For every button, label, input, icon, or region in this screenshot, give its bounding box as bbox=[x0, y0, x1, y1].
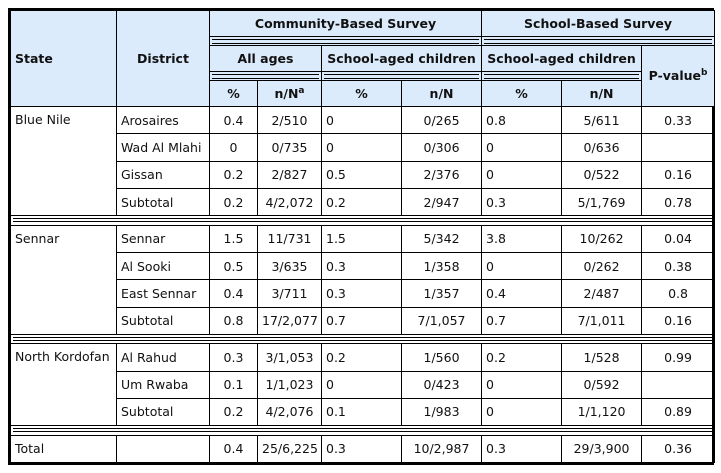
c-sac-nN-cell: 0/306 bbox=[402, 134, 482, 161]
header-district: District bbox=[117, 11, 210, 107]
c-sac-pct-cell: 0.1 bbox=[322, 398, 402, 425]
header-community-school-aged: School-aged children bbox=[322, 46, 482, 72]
s-sac-nN-cell: 0/522 bbox=[562, 161, 642, 188]
header-separator bbox=[210, 37, 482, 46]
s-sac-pct-cell: 0 bbox=[482, 252, 562, 279]
c-all-nN-cell: 3/1,053 bbox=[258, 344, 322, 371]
c-all-nN-cell: 3/711 bbox=[258, 280, 322, 307]
s-sac-nN-cell: 5/611 bbox=[562, 107, 642, 134]
header-community-survey: Community-Based Survey bbox=[210, 11, 482, 37]
s-sac-pct-cell: 0.4 bbox=[482, 280, 562, 307]
c-all-nN-cell: 17/2,077 bbox=[258, 307, 322, 334]
c-all-nN-cell: 2/827 bbox=[258, 161, 322, 188]
header-nN: n/N bbox=[562, 81, 642, 107]
c-sac-nN-cell: 1/560 bbox=[402, 344, 482, 371]
state-cell: Sennar bbox=[11, 225, 117, 334]
nN-footnote: a bbox=[298, 85, 305, 96]
header-school-survey: School-Based Survey bbox=[482, 11, 715, 37]
c-sac-pct-cell: 0 bbox=[322, 371, 402, 398]
s-sac-pct-cell: 0.2 bbox=[482, 344, 562, 371]
c-sac-nN-cell: 10/2,987 bbox=[402, 435, 482, 462]
header-separator bbox=[482, 72, 642, 81]
s-sac-nN-cell: 5/1,769 bbox=[562, 188, 642, 215]
table-row bbox=[11, 280, 715, 307]
group-separator bbox=[11, 426, 715, 435]
c-sac-nN-cell: 5/342 bbox=[402, 225, 482, 252]
total-label-cell: Total bbox=[11, 435, 117, 462]
prevalence-table bbox=[10, 10, 715, 463]
header-nN: n/N bbox=[402, 81, 482, 107]
header-pct: % bbox=[482, 81, 562, 107]
district-cell: Wad Al Mlahi bbox=[117, 134, 210, 161]
s-sac-pct-cell: 0.7 bbox=[482, 307, 562, 334]
district-cell: Gissan bbox=[117, 161, 210, 188]
p-cell bbox=[642, 371, 715, 398]
district-cell: East Sennar bbox=[117, 280, 210, 307]
group-separator-line bbox=[11, 334, 715, 343]
table-row bbox=[11, 371, 715, 398]
c-sac-nN-cell: 1/358 bbox=[402, 252, 482, 279]
c-all-pct-cell: 0.3 bbox=[210, 344, 258, 371]
p-cell: 0.38 bbox=[642, 252, 715, 279]
s-sac-pct-cell: 0.3 bbox=[482, 188, 562, 215]
s-sac-nN-cell: 1/528 bbox=[562, 344, 642, 371]
group-separator bbox=[11, 216, 715, 225]
s-sac-nN-cell: 0/262 bbox=[562, 252, 642, 279]
c-all-pct-cell: 0.4 bbox=[210, 435, 258, 462]
header-all-ages: All ages bbox=[210, 46, 322, 72]
s-sac-nN-cell: 1/1,120 bbox=[562, 398, 642, 425]
c-all-nN-cell: 11/731 bbox=[258, 225, 322, 252]
table-row bbox=[11, 107, 715, 134]
header-pct: % bbox=[322, 81, 402, 107]
c-sac-nN-cell: 1/983 bbox=[402, 398, 482, 425]
c-all-pct-cell: 0.2 bbox=[210, 188, 258, 215]
nN-label: n/N bbox=[274, 86, 299, 102]
c-all-nN-cell: 25/6,225 bbox=[258, 435, 322, 462]
c-all-pct-cell: 0.8 bbox=[210, 307, 258, 334]
c-sac-nN-cell: 0/423 bbox=[402, 371, 482, 398]
s-sac-nN-cell: 2/487 bbox=[562, 280, 642, 307]
header-school-school-aged: School-aged children bbox=[482, 46, 642, 72]
table-row bbox=[11, 344, 715, 371]
district-cell: Arosaires bbox=[117, 107, 210, 134]
c-all-pct-cell: 0.1 bbox=[210, 371, 258, 398]
table-row bbox=[11, 252, 715, 279]
c-all-nN-cell: 1/1,023 bbox=[258, 371, 322, 398]
s-sac-nN-cell: 0/592 bbox=[562, 371, 642, 398]
s-sac-nN-cell: 29/3,900 bbox=[562, 435, 642, 462]
s-sac-pct-cell: 0 bbox=[482, 161, 562, 188]
c-all-pct-cell: 0.2 bbox=[210, 398, 258, 425]
c-all-pct-cell: 0.4 bbox=[210, 280, 258, 307]
p-cell: 0.04 bbox=[642, 225, 715, 252]
table-row bbox=[11, 188, 715, 215]
p-cell: 0.16 bbox=[642, 161, 715, 188]
p-cell: 0.16 bbox=[642, 307, 715, 334]
table-header bbox=[11, 11, 715, 107]
s-sac-nN-cell: 10/262 bbox=[562, 225, 642, 252]
s-sac-nN-cell: 0/636 bbox=[562, 134, 642, 161]
table-body bbox=[11, 107, 715, 463]
p-value-label: P-value bbox=[648, 68, 701, 84]
p-cell: 0.36 bbox=[642, 435, 715, 462]
c-sac-nN-cell: 0/265 bbox=[402, 107, 482, 134]
c-all-pct-cell: 1.5 bbox=[210, 225, 258, 252]
c-sac-nN-cell: 7/1,057 bbox=[402, 307, 482, 334]
s-sac-pct-cell: 0.3 bbox=[482, 435, 562, 462]
c-sac-pct-cell: 0.2 bbox=[322, 344, 402, 371]
c-all-nN-cell: 2/510 bbox=[258, 107, 322, 134]
p-cell: 0.89 bbox=[642, 398, 715, 425]
c-all-nN-cell: 3/635 bbox=[258, 252, 322, 279]
p-cell: 0.78 bbox=[642, 188, 715, 215]
group-separator-line bbox=[11, 216, 715, 225]
c-sac-pct-cell: 0.3 bbox=[322, 252, 402, 279]
district-cell: Subtotal bbox=[117, 398, 210, 425]
s-sac-pct-cell: 3.8 bbox=[482, 225, 562, 252]
district-cell: Subtotal bbox=[117, 307, 210, 334]
district-cell: Um Rwaba bbox=[117, 371, 210, 398]
p-value-footnote: b bbox=[701, 68, 708, 79]
table-row bbox=[11, 398, 715, 425]
c-all-pct-cell: 0.5 bbox=[210, 252, 258, 279]
table-row bbox=[11, 161, 715, 188]
header-state: State bbox=[11, 11, 117, 107]
c-sac-pct-cell: 0.5 bbox=[322, 161, 402, 188]
header-separator bbox=[322, 72, 482, 81]
s-sac-nN-cell: 7/1,011 bbox=[562, 307, 642, 334]
c-sac-pct-cell: 0 bbox=[322, 107, 402, 134]
district-cell bbox=[117, 435, 210, 462]
group-separator bbox=[11, 334, 715, 343]
district-cell: Sennar bbox=[117, 225, 210, 252]
group-separator-line bbox=[11, 426, 715, 435]
p-cell bbox=[642, 134, 715, 161]
c-sac-nN-cell: 2/376 bbox=[402, 161, 482, 188]
prevalence-table-container bbox=[8, 8, 714, 465]
district-cell: Al Sooki bbox=[117, 252, 210, 279]
state-cell: Blue Nile bbox=[11, 107, 117, 216]
c-all-pct-cell: 0.4 bbox=[210, 107, 258, 134]
district-cell: Subtotal bbox=[117, 188, 210, 215]
total-row bbox=[11, 435, 715, 462]
p-cell: 0.33 bbox=[642, 107, 715, 134]
table-row bbox=[11, 225, 715, 252]
s-sac-pct-cell: 0 bbox=[482, 371, 562, 398]
c-sac-pct-cell: 1.5 bbox=[322, 225, 402, 252]
c-sac-pct-cell: 0.3 bbox=[322, 435, 402, 462]
state-cell: North Kordofan bbox=[11, 344, 117, 426]
s-sac-pct-cell: 0.8 bbox=[482, 107, 562, 134]
c-all-nN-cell: 4/2,072 bbox=[258, 188, 322, 215]
c-sac-pct-cell: 0.3 bbox=[322, 280, 402, 307]
header-separator bbox=[482, 37, 715, 46]
c-sac-pct-cell: 0 bbox=[322, 134, 402, 161]
c-sac-nN-cell: 1/357 bbox=[402, 280, 482, 307]
c-all-nN-cell: 0/735 bbox=[258, 134, 322, 161]
district-cell: Al Rahud bbox=[117, 344, 210, 371]
header-nN bbox=[258, 81, 322, 107]
c-all-nN-cell: 4/2,076 bbox=[258, 398, 322, 425]
s-sac-pct-cell: 0 bbox=[482, 398, 562, 425]
p-cell: 0.99 bbox=[642, 344, 715, 371]
header-p-value bbox=[642, 46, 715, 107]
c-all-pct-cell: 0 bbox=[210, 134, 258, 161]
s-sac-pct-cell: 0 bbox=[482, 134, 562, 161]
c-sac-nN-cell: 2/947 bbox=[402, 188, 482, 215]
c-all-pct-cell: 0.2 bbox=[210, 161, 258, 188]
header-pct: % bbox=[210, 81, 258, 107]
c-sac-pct-cell: 0.7 bbox=[322, 307, 402, 334]
table-row bbox=[11, 307, 715, 334]
c-sac-pct-cell: 0.2 bbox=[322, 188, 402, 215]
header-separator bbox=[210, 72, 322, 81]
p-cell: 0.8 bbox=[642, 280, 715, 307]
table-row bbox=[11, 134, 715, 161]
